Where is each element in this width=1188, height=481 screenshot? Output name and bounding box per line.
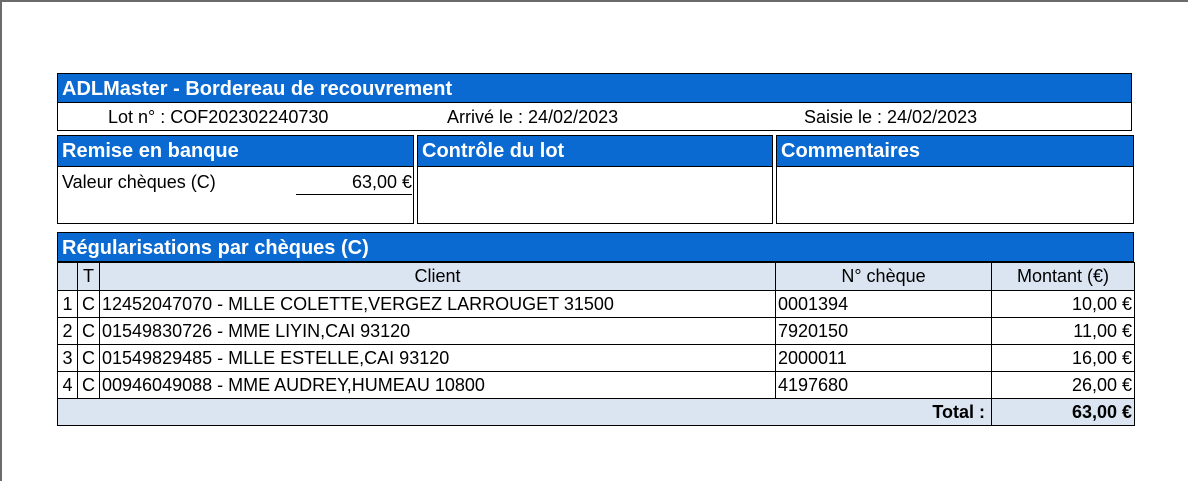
row-amount: 26,00 € <box>992 372 1135 399</box>
bank-deposit-title: Remise en banque <box>58 136 413 167</box>
total-value: 63,00 € <box>992 399 1135 426</box>
lot-number: Lot n° : COF202302240730 <box>108 107 329 127</box>
col-type-header: T <box>78 263 100 291</box>
lot-control-box <box>417 135 773 224</box>
cheque-value-label: Valeur chèques (C) <box>62 172 216 192</box>
row-amount: 16,00 € <box>992 345 1135 372</box>
row-index: 2 <box>58 318 78 345</box>
comments-title: Commentaires <box>777 136 1133 167</box>
row-type: C <box>78 345 100 372</box>
bank-deposit-box <box>57 135 414 224</box>
regularisations-title: Régularisations par chèques (C) <box>57 232 1134 262</box>
row-client: 12452047070 - MLLE COLETTE,VERGEZ LARROUGET 31500 <box>100 291 776 318</box>
row-type: C <box>78 372 100 399</box>
col-client-header: Client <box>100 263 776 291</box>
row-client: 01549829485 - MLLE ESTELLE,CAI 93120 <box>100 345 776 372</box>
lot-control-title: Contrôle du lot <box>418 136 772 167</box>
regularisations-table <box>57 262 1135 426</box>
row-amount: 11,00 € <box>992 318 1135 345</box>
col-index-header <box>58 263 78 291</box>
page-left-edge <box>0 0 2 481</box>
document-title: ADLMaster - Bordereau de recouvrement <box>57 73 1132 103</box>
row-index: 4 <box>58 372 78 399</box>
row-type: C <box>78 291 100 318</box>
row-index: 3 <box>58 345 78 372</box>
total-row <box>58 399 1135 426</box>
row-cheque: 0001394 <box>776 291 992 318</box>
cheque-value-amount: 63,00 € <box>296 172 412 195</box>
arrival-date: Arrivé le : 24/02/2023 <box>447 107 619 127</box>
table-header-row <box>58 263 1135 291</box>
row-client: 00946049088 - MME AUDREY,HUMEAU 10800 <box>100 372 776 399</box>
col-cheque-header: N° chèque <box>776 263 992 291</box>
table-row <box>58 318 1135 345</box>
page-top-edge <box>0 0 1188 2</box>
col-amount-header: Montant (€) <box>992 263 1135 291</box>
table-row <box>58 291 1135 318</box>
row-cheque: 2000011 <box>776 345 992 372</box>
row-cheque: 7920150 <box>776 318 992 345</box>
row-index: 1 <box>58 291 78 318</box>
entry-date: Saisie le : 24/02/2023 <box>804 107 978 127</box>
lot-info-row <box>57 103 1132 131</box>
comments-box <box>776 135 1134 224</box>
total-label: Total : <box>58 399 992 426</box>
row-client: 01549830726 - MME LIYIN,CAI 93120 <box>100 318 776 345</box>
row-type: C <box>78 318 100 345</box>
row-cheque: 4197680 <box>776 372 992 399</box>
table-row <box>58 345 1135 372</box>
row-amount: 10,00 € <box>992 291 1135 318</box>
table-row <box>58 372 1135 399</box>
